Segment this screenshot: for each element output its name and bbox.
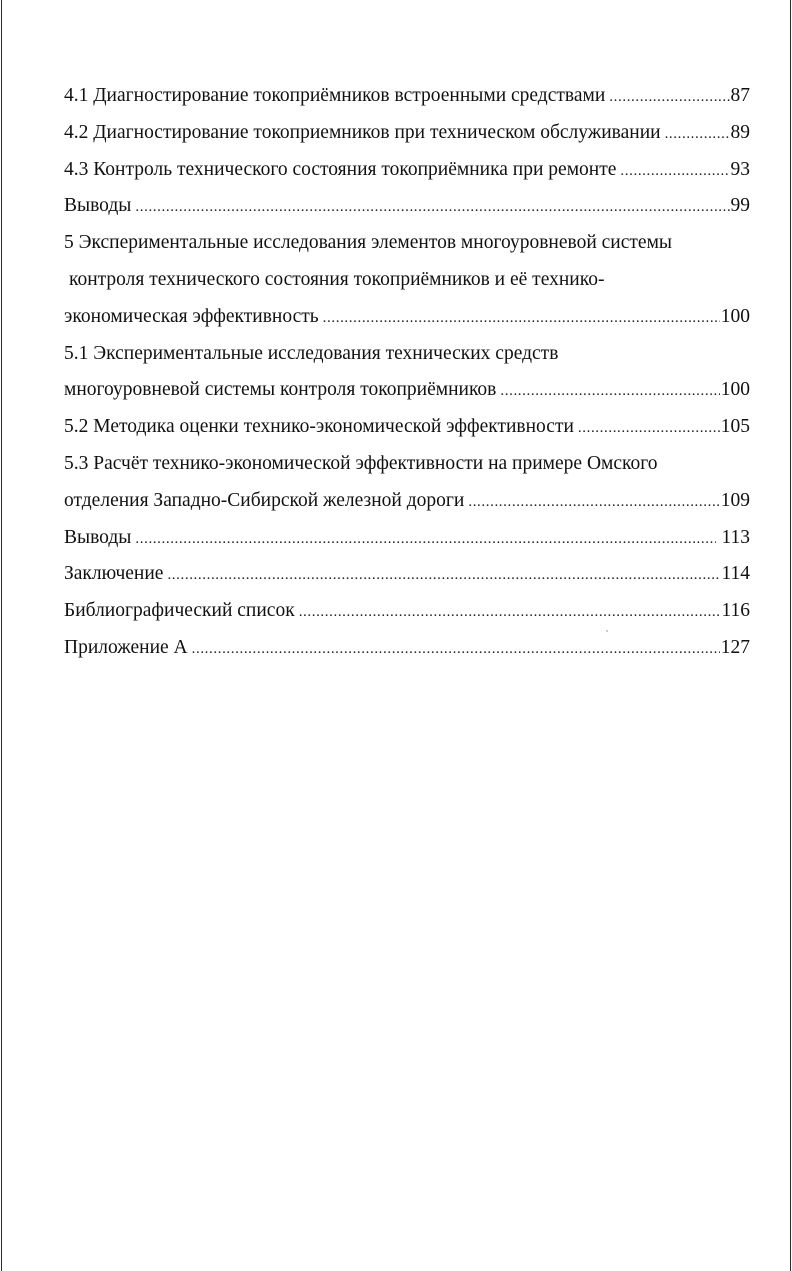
toc-leader-dots — [299, 594, 721, 630]
toc-entry-page: 93 — [730, 158, 750, 180]
toc-entry-page: 109 — [720, 489, 750, 511]
toc-entry-page: 113 — [721, 526, 750, 548]
toc-leader-dots — [468, 484, 719, 520]
toc-entry-5-2 — [64, 409, 750, 446]
toc-entry-page: 116 — [721, 600, 750, 622]
toc-entry-page: 89 — [730, 121, 750, 143]
toc-entry-bibliography — [64, 593, 750, 630]
toc-entry-page: 87 — [730, 85, 750, 106]
toc-entry-title: Выводы — [64, 195, 132, 217]
toc-entry-5-1-line-2 — [64, 372, 750, 409]
toc-entry-5-3-line-2 — [64, 483, 750, 520]
toc-leader-dots — [167, 557, 720, 593]
scan-speck — [606, 630, 608, 632]
toc-leader-dots — [135, 521, 716, 557]
scan-left-edge — [1, 0, 2, 1271]
toc-leader-dots — [665, 116, 730, 152]
toc-entry-4-3 — [64, 152, 750, 189]
toc-leader-dots — [620, 153, 729, 189]
toc-entry-page: 100 — [720, 305, 750, 327]
toc-entry-page: 105 — [720, 416, 750, 438]
toc-entry-page: 114 — [721, 563, 750, 585]
toc-leader-dots — [500, 373, 719, 409]
toc-leader-dots — [323, 300, 720, 336]
toc-entry-5-line-1 — [64, 225, 750, 262]
toc-entry-title: 5.3 Расчёт технико-экономической эффективности на примере Омского — [64, 452, 658, 474]
toc-leader-dots — [609, 79, 729, 115]
toc-entry-conclusions-5 — [64, 520, 750, 557]
toc-entry-title: 4.2 Диагностирование токоприемников при техническом обслуживании — [64, 121, 661, 143]
toc-entry-page: 100 — [720, 379, 750, 401]
toc-entry-title: 5.1 Экспериментальные исследования технических средств — [64, 342, 559, 364]
toc-entry-title: 5 Экспериментальные исследования элементов многоуровневой системы — [64, 232, 673, 254]
toc-entry-page: 99 — [730, 195, 750, 217]
toc-entry-title: Выводы — [64, 526, 132, 548]
toc-entry-page: 127 — [720, 636, 750, 658]
toc-leader-dots — [192, 631, 720, 667]
toc-entry-title: отделения Западно-Сибирской железной дороги — [64, 489, 465, 511]
toc-entry-5-line-3 — [64, 299, 750, 336]
toc-entry-5-3-line-1 — [64, 446, 750, 483]
scan-right-edge — [790, 0, 791, 1271]
table-of-contents — [64, 78, 750, 667]
toc-entry-title: экономическая эффективность — [64, 305, 319, 327]
toc-entry-title: контроля технического состояния токоприёмников и её технико- — [69, 268, 605, 290]
toc-entry-4-1 — [64, 78, 750, 115]
toc-entry-title: 4.1 Диагностирование токоприёмников встроенными средствами — [64, 85, 606, 106]
toc-entry-title: 4.3 Контроль технического состояния токоприёмника при ремонте — [64, 158, 617, 180]
toc-entry-appendix-a — [64, 630, 750, 667]
toc-entry-4-2 — [64, 115, 750, 152]
toc-entry-title: 5.2 Методика оценки технико-экономической эффективности — [64, 416, 574, 438]
toc-leader-dots — [135, 189, 729, 225]
toc-entry-title: Заключение — [64, 563, 164, 585]
toc-entry-title: многоуровневой системы контроля токоприёмников — [64, 379, 497, 401]
toc-entry-conclusion — [64, 556, 750, 593]
toc-entry-5-line-2 — [64, 262, 750, 299]
toc-entry-title: Библиографический список — [64, 600, 295, 622]
toc-entry-conclusions-4 — [64, 188, 750, 225]
toc-entry-5-1-line-1 — [64, 336, 750, 373]
toc-entry-title: Приложение А — [64, 636, 188, 658]
toc-leader-dots — [578, 410, 720, 446]
